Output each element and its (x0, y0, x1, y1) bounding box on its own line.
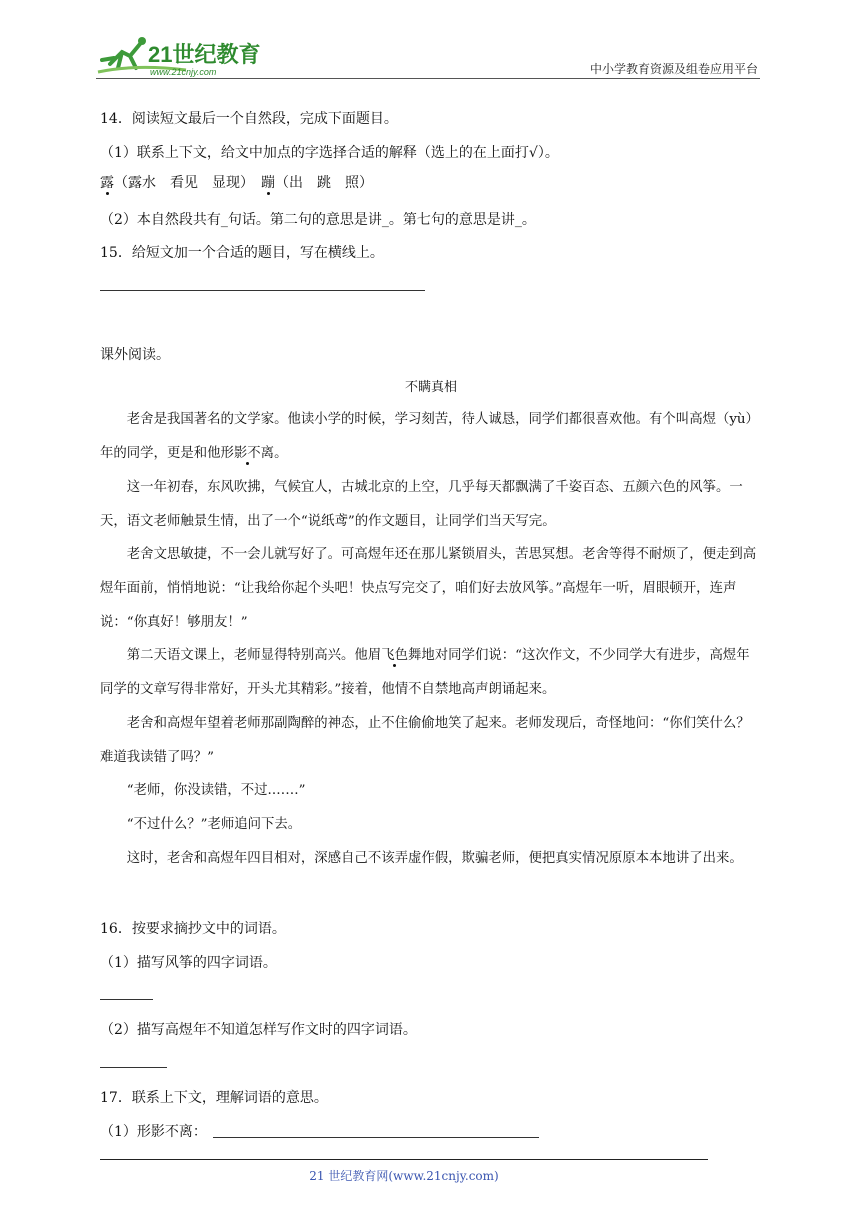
reading-paragraph-5: 老舍和高煜年望着老师那副陶醉的神态，止不住偷偷地笑了起来。老师发现后，奇怪地问：“你们笑什么？难道我读错了吗？” (100, 716, 750, 765)
q14-sub2: （2）本自然段共有_句话。第二句的意思是讲_。第七句的意思是讲_。 (100, 212, 536, 228)
reading-paragraph-7: “不过什么？”老师追问下去。 (126, 817, 302, 832)
q17-sub1: （1）形影不离： (100, 1124, 207, 1140)
q14-char2: 蹦 (261, 175, 275, 191)
q14-options2: （出 跳 照） (275, 175, 373, 191)
header-platform-text: 中小学教育资源及组卷应用平台 (589, 62, 758, 76)
reading-paragraph-6: “老师，你没读错，不过.……” (126, 783, 306, 798)
reading-title: 不瞒真相 (404, 380, 457, 395)
q16-answer-line-1[interactable] (100, 999, 153, 1000)
reading-paragraph-2: 这一年初春，东风吹拂，气候宜人，古城北京的上空，几乎每天都飘满了千姿百态、五颜六色的风筝。一天，语文老师触景生情，出了一个“说纸鸢”的作文题目，让同学们当天写完。 (100, 480, 743, 529)
reading-section-label: 课外阅读。 (100, 347, 170, 363)
q14-char1: 露 (100, 175, 114, 191)
logo-text: 21世纪教育 (148, 42, 261, 67)
q15-stem: 15．给短文加一个合适的题目，写在横线上。 (100, 245, 384, 261)
dotted-word-meifei: 眉飞色舞 (367, 648, 422, 663)
logo-url: www.21cnjy.com (150, 67, 217, 77)
reading-paragraph-1: 老舍是我国著名的文学家。他读小学的时候，学习刻苦，待人诚恳，同学们都很喜欢他。有个叫高煜（yù）年的同学，更是和他形影不离。 (100, 412, 759, 461)
reading-paragraph-4: 第二天语文课上，老师显得特别高兴。他眉飞色舞地对同学们说：“这次作文，不少同学大有进步，高煜年同学的文章写得非常好，开头尤其精彩。”接着，他情不自禁地高声朗诵起来。 (100, 648, 750, 697)
q14-sub1: （1）联系上下文，给文中加点的字选择合适的解释（选上的在上面打√）。 (100, 145, 559, 161)
site-logo (96, 34, 296, 78)
q16-sub2: （2）描写高煜年不知道怎样写作文时的四字词语。 (100, 1022, 417, 1038)
runner-icon (102, 44, 140, 68)
q16-sub1: （1）描写风筝的四字词语。 (100, 955, 277, 971)
q17-answer-line-1[interactable] (213, 1137, 539, 1138)
q15-answer-line[interactable] (100, 290, 425, 291)
footer-text: 21 世纪教育网(www.21cnjy.com) (309, 1169, 499, 1183)
q14-stem: 14．阅读短文最后一个自然段，完成下面题目。 (100, 111, 398, 127)
q16-stem: 16．按要求摘抄文中的词语。 (100, 921, 286, 937)
reading-paragraph-3: 老舍文思敏捷，不一会儿就写好了。可高煜年还在那儿紧锁眉头，苦思冥想。老舍等得不耐烦了，便走到高煜年面前，悄悄地说：“让我给你起个头吧！快点写完交了，咱们好去放风筝。”高煜年一听，眉眼顿开，连声说：“你真好！够朋友！” (100, 547, 757, 630)
reading-paragraph-8: 这时，老舍和高煜年四目相对，深感自己不该弄虚作假，欺骗老师，便把真实情况原原本本地讲了出来。 (126, 851, 743, 866)
q14-options1: （露水 看见 显现） (114, 175, 247, 191)
footer-divider (100, 1159, 708, 1160)
dotted-word-xingying: 形影不离 (220, 446, 275, 461)
q16-answer-line-2[interactable] (100, 1067, 167, 1068)
header-divider (96, 78, 760, 79)
q14-options-line (100, 172, 373, 192)
q17-stem: 17．联系上下文，理解词语的意思。 (100, 1090, 328, 1106)
